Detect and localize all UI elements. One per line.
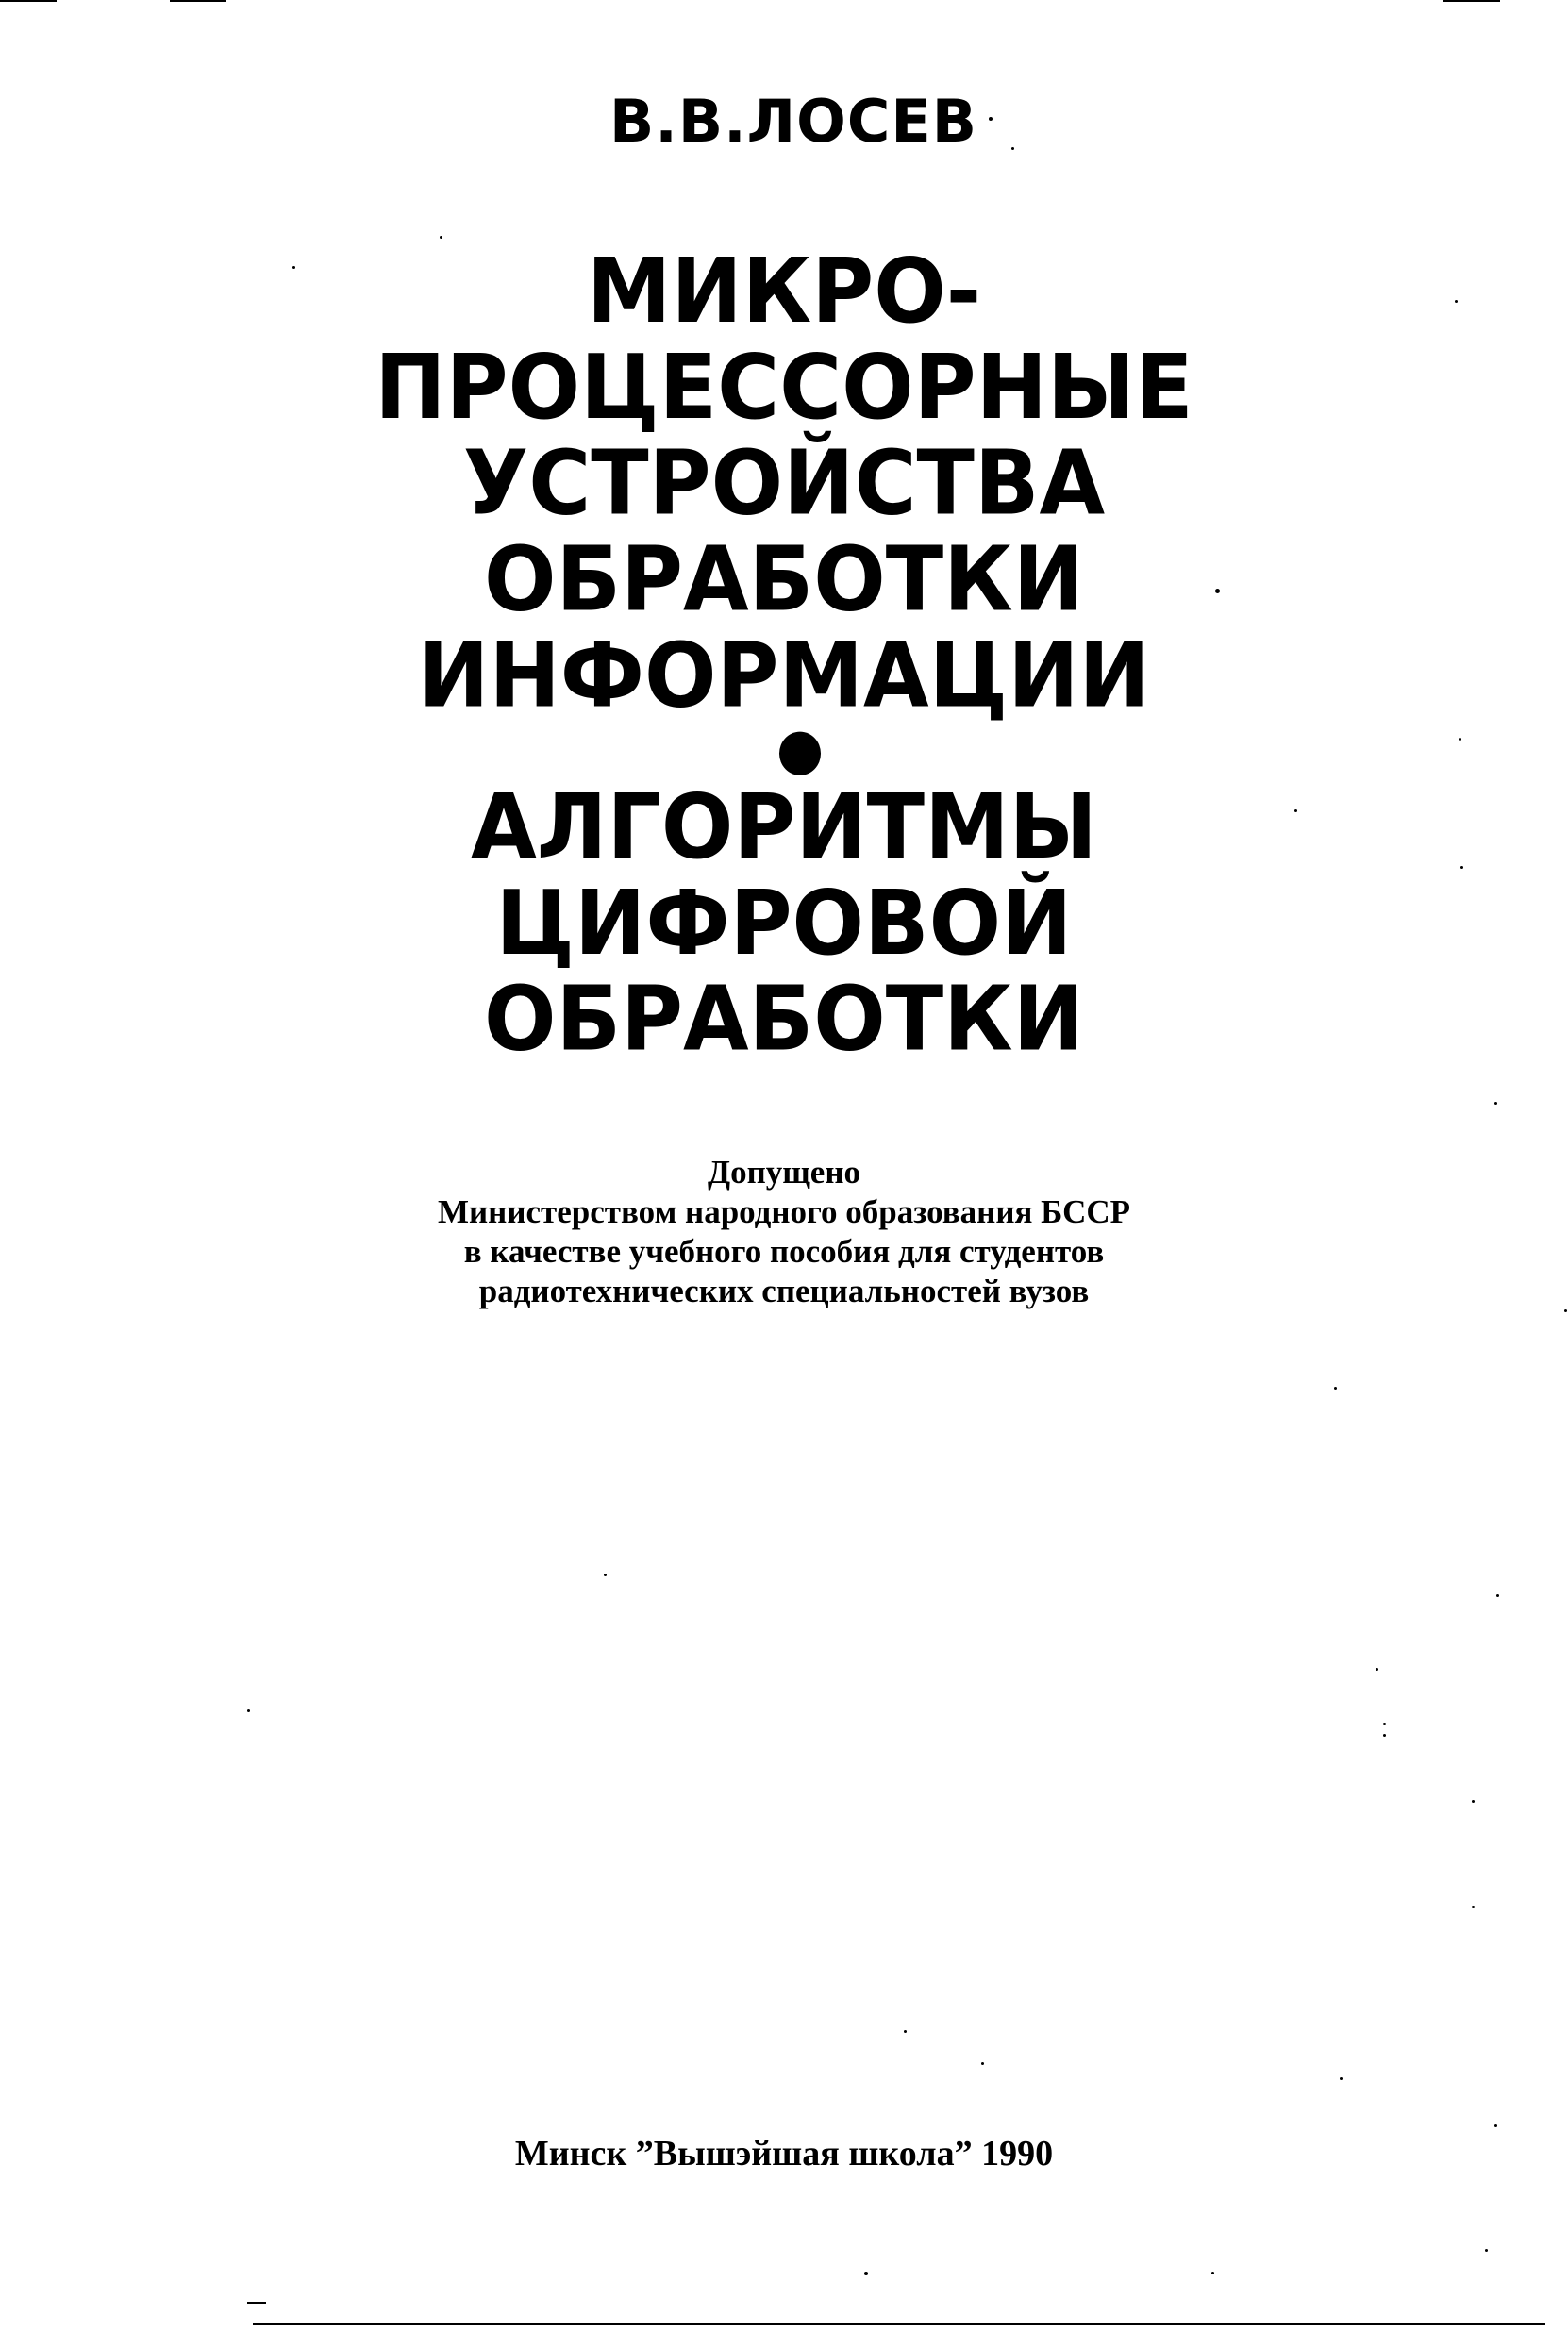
scan-speck [1472, 1906, 1475, 1908]
title-line: АЛГОРИТМЫ [471, 775, 1097, 880]
scan-speck [1383, 1734, 1386, 1737]
scan-bottom-dash [247, 2302, 266, 2304]
title-line: ИНФОРМАЦИИ [418, 624, 1150, 728]
scan-speck [247, 1709, 250, 1712]
scan-speck [1496, 1594, 1499, 1597]
scan-speck [1485, 2249, 1488, 2252]
book-title [0, 239, 1568, 1072]
scan-speck [440, 236, 442, 239]
scan-speck [864, 2272, 868, 2275]
approval-statement [0, 1153, 1568, 1311]
title-line: ОБРАБОТКИ [483, 967, 1085, 1072]
scan-edge-mark-top-right [1443, 0, 1500, 2]
title-line: ПРОЦЕССОРНЫЕ [375, 335, 1193, 440]
scan-speck [981, 2062, 984, 2065]
scan-speck [1340, 2077, 1343, 2080]
title-separator [0, 724, 1568, 779]
title-line: МИКРО- [586, 239, 982, 344]
scan-speck [1494, 1102, 1497, 1105]
scan-speck [1334, 1387, 1337, 1390]
scan-speck [604, 1574, 607, 1576]
title-line: УСТРОЙСТВА [462, 431, 1106, 536]
scan-speck [1383, 1723, 1386, 1725]
scan-edge-mark-top-center [170, 0, 226, 2]
scan-speck [904, 2030, 907, 2033]
scan-speck [1494, 2124, 1497, 2127]
publisher-imprint: Минск ”Вышэйшая школа” 1990 [514, 2134, 1054, 2174]
scan-speck [1211, 2272, 1214, 2274]
title-line: ОБРАБОТКИ [483, 527, 1085, 632]
approval-line: радиотехнических специальностей вузов [478, 1273, 1090, 1309]
title-line: ЦИФРОВОЙ [495, 871, 1073, 975]
scan-bottom-rule [253, 2323, 1545, 2325]
approval-line: в качестве учебного пособия для студентов [463, 1233, 1105, 1270]
approval-line: Допущено [708, 1154, 860, 1191]
author-name: В.В.ЛОСЕВ [609, 87, 977, 156]
scan-speck [1472, 1800, 1475, 1803]
scan-speck [1376, 1668, 1378, 1671]
bullet-dot-icon [779, 732, 821, 775]
scan-edge-mark-top-left [0, 0, 57, 2]
approval-line: Министерством народного образования БССР [437, 1193, 1131, 1230]
